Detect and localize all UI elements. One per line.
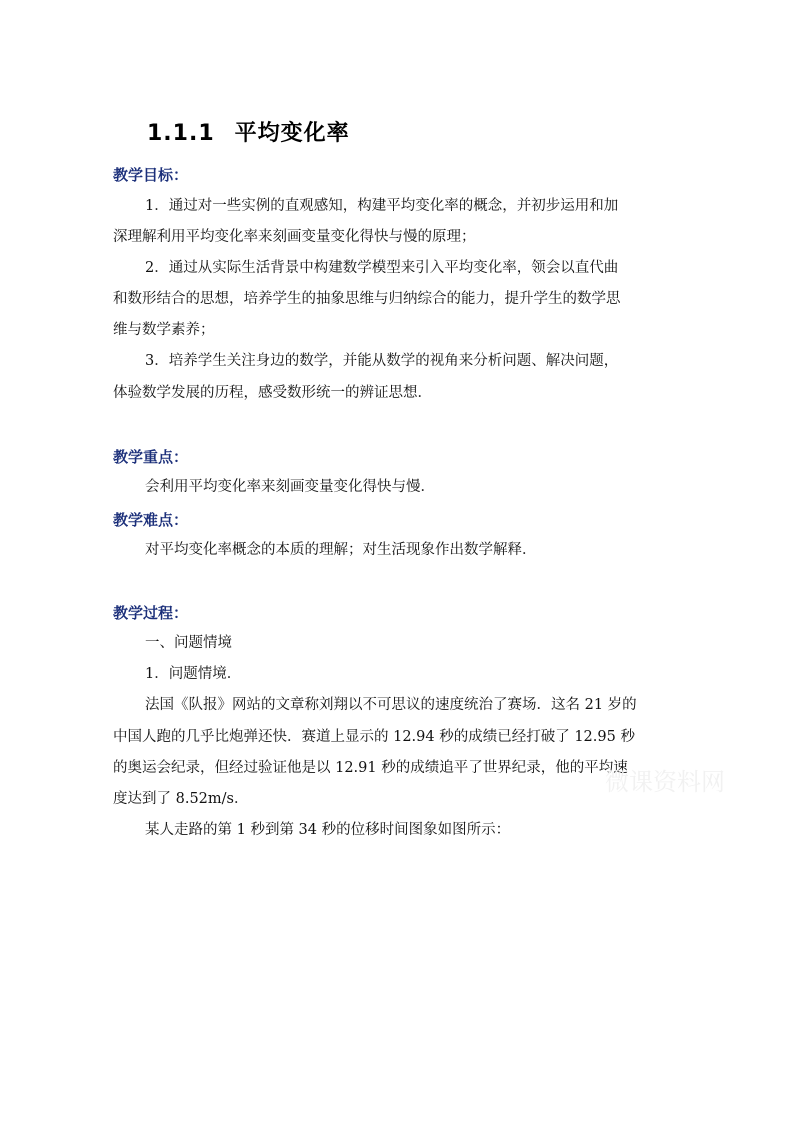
key-points-text: 会利用平均变化率来刻画变量变化得快与慢． (145, 479, 435, 495)
section-1-heading: 一、问题情境 (145, 635, 232, 651)
title-number: 1.1.1 (147, 121, 215, 146)
objective-3-line-2: 体验数学发展的历程，感受数形统一的辨证思想． (113, 385, 432, 401)
title-text: 平均变化率 (234, 121, 350, 146)
key-points-heading: 教学重点： (113, 448, 189, 466)
paragraph-1-line-2: 中国人跑的几乎比炮弹还快．赛道上显示的 12.94 秒的成绩已经打破了 12.95 秒 (113, 729, 635, 745)
watermark: 微课资料网 (605, 768, 725, 796)
subsection-1-heading: 1．问题情境． (145, 666, 242, 682)
objective-2-line-3: 维与数学素养； (113, 322, 215, 338)
process-heading: 教学过程： (113, 604, 189, 622)
paragraph-1-line-1: 法国《队报》网站的文章称刘翔以不可思议的速度统治了赛场．这名 21 岁的 (145, 697, 637, 713)
objective-3-line-1: 3．培养学生关注身边的数学，并能从数学的视角来分析问题、解决问题， (145, 353, 619, 369)
paragraph-1-line-3: 的奥运会纪录，但经过验证他是以 12.91 秒的成绩追平了世界纪录，他的平均速 (113, 760, 628, 776)
paragraph-1-line-4: 度达到了 8.52m/s． (113, 791, 249, 807)
objective-2-line-2: 和数形结合的思想，培养学生的抽象思维与归纳综合的能力，提升学生的数学思 (113, 291, 621, 307)
objective-1-line-2: 深理解利用平均变化率来刻画变量变化得快与慢的原理； (113, 229, 476, 245)
objectives-heading: 教学目标： (113, 166, 189, 184)
paragraph-2: 某人走路的第 1 秒到第 34 秒的位移时间图象如图所示： (145, 822, 511, 838)
difficulties-heading: 教学难点： (113, 511, 189, 529)
objective-1-line-1: 1．通过对一些实例的直观感知，构建平均变化率的概念，并初步运用和加 (145, 198, 619, 214)
difficulties-text: 对平均变化率概念的本质的理解；对生活现象作出数学解释． (145, 542, 537, 558)
objective-2-line-1: 2．通过从实际生活背景中构建数学模型来引入平均变化率，领会以直代曲 (145, 260, 619, 276)
page-title (147, 116, 350, 147)
